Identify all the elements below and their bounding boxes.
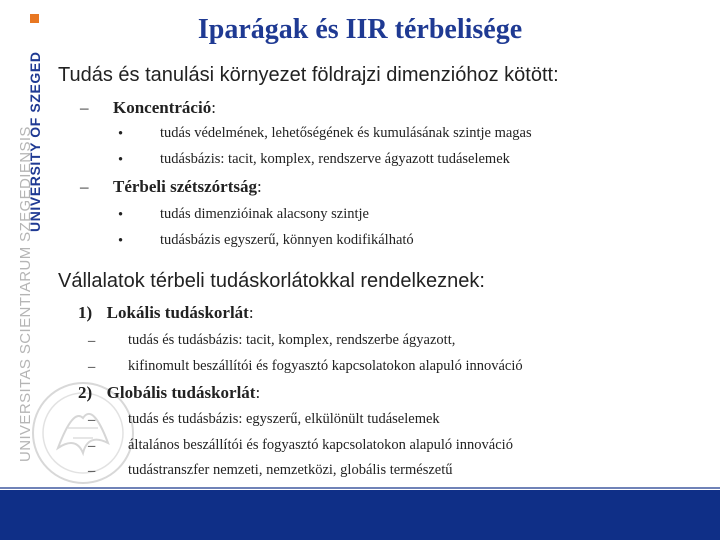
section-concentration-heading <box>80 98 216 118</box>
point-text: tudás és tudásbázis: tacit, komplex, rendszerbe ágyazott, <box>128 332 456 348</box>
bullet-marker: • <box>118 126 124 142</box>
section-label: Koncentráció <box>113 98 212 117</box>
dash-marker: – <box>88 463 96 479</box>
section-dispersion-heading <box>80 177 262 197</box>
intro-text: Tudás és tanulási környezet földrajzi dimenzióhoz kötött: <box>58 64 559 86</box>
latin-university-name: UNIVERSITAS SCIENTIARUM SZEGEDIENSIS <box>17 126 34 462</box>
item-colon: : <box>248 303 254 322</box>
dash-marker: – <box>80 177 89 196</box>
item-label: Globális tudáskorlát <box>106 383 256 402</box>
item-colon: : <box>255 383 261 402</box>
point-text: tudástranszfer nemzeti, nemzetközi, globális természetű <box>128 462 453 478</box>
dash-marker: – <box>88 412 96 428</box>
university-name: UNIVERSITY OF SZEGED <box>27 51 43 232</box>
dash-marker: – <box>88 438 96 454</box>
page-title: Iparágak és IIR térbelisége <box>197 14 523 45</box>
brand-accent-square <box>30 14 39 23</box>
bullet-text: tudásbázis: tacit, komplex, rendszerve ágyazott tudáselemek <box>160 151 510 167</box>
item-number: 2) <box>78 383 93 402</box>
intro2-text: Vállalatok térbeli tudáskorlátokkal rendelkeznek: <box>58 270 485 292</box>
bullet-marker: • <box>118 233 124 249</box>
item-local-heading <box>78 303 254 323</box>
dash-marker: – <box>88 333 96 349</box>
dash-marker: – <box>88 359 96 375</box>
item-global-heading <box>78 383 260 403</box>
point-text: tudás és tudásbázis: egyszerű, elkülönült tudáselemek <box>128 411 440 427</box>
bullet-text: tudás dimenzióinak alacsony szintje <box>160 206 369 222</box>
footer-divider <box>0 487 720 489</box>
bullet-text: tudásbázis egyszerű, könnyen kodifikálható <box>160 232 414 248</box>
item-label: Lokális tudáskorlát <box>106 303 249 322</box>
list-item <box>118 233 123 250</box>
list-item <box>118 152 123 169</box>
point-text: kifinomult beszállítói és fogyasztó kapcsolatokon alapuló innováció <box>128 358 523 374</box>
section-label: Térbeli szétszórtság <box>113 177 257 196</box>
bullet-marker: • <box>118 152 124 168</box>
list-item <box>118 207 123 224</box>
dash-marker: – <box>80 98 89 117</box>
item-number: 1) <box>78 303 93 322</box>
point-text: általános beszállítói és fogyasztó kapcsolatokon alapuló innováció <box>128 437 513 453</box>
section-colon: : <box>256 177 262 196</box>
bullet-text: tudás védelmének, lehetőségének és kumulásának szintje magas <box>160 125 532 141</box>
footer-bar <box>0 490 720 540</box>
bullet-marker: • <box>118 207 124 223</box>
section-colon: : <box>211 98 216 117</box>
list-item <box>118 126 123 143</box>
